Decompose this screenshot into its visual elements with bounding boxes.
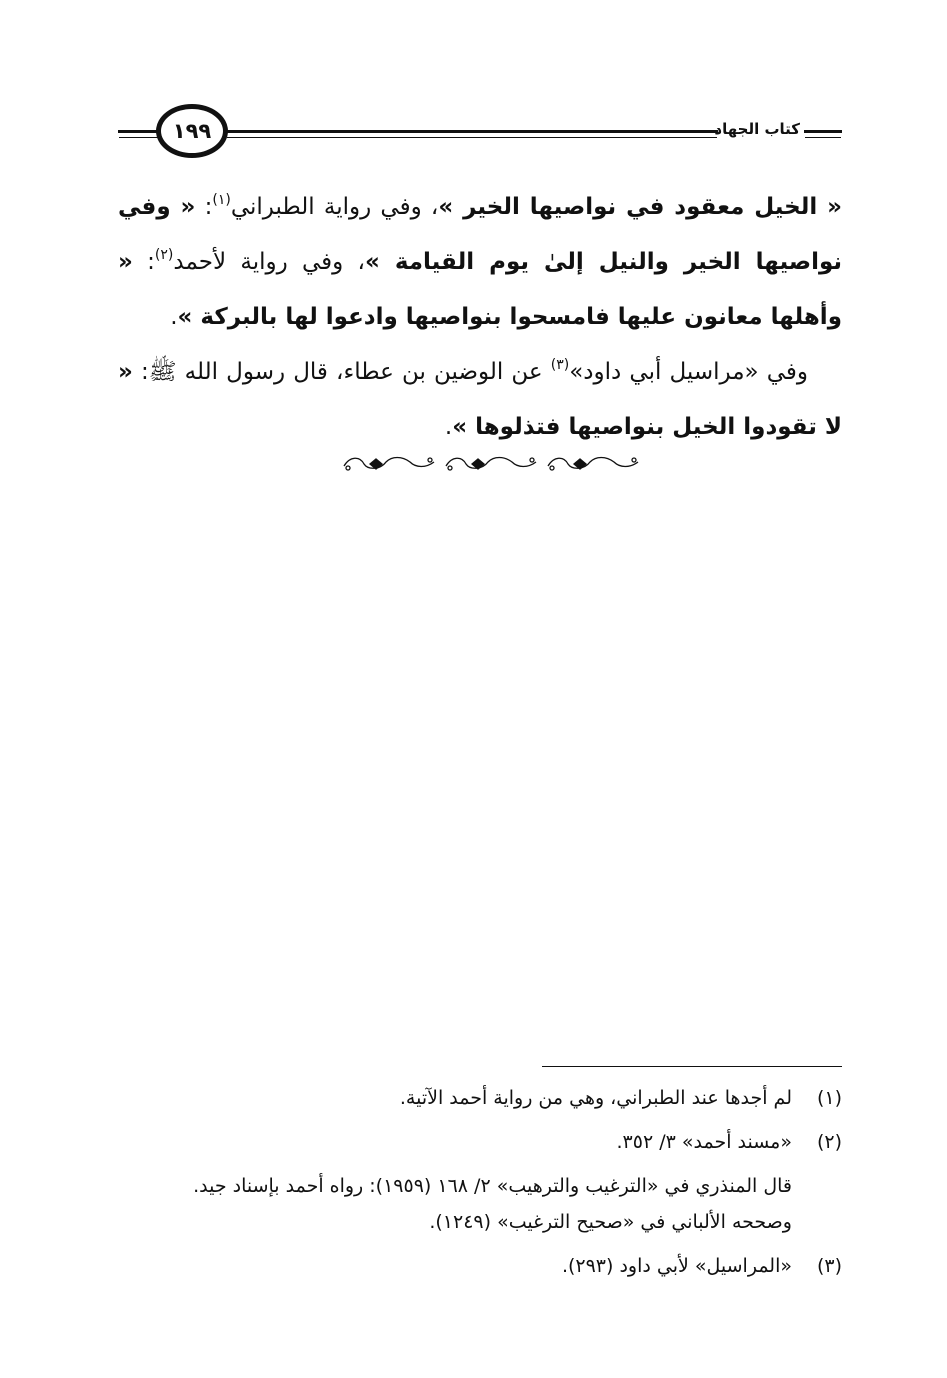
body-text: ، وفي رواية الطبراني — [230, 194, 439, 220]
footnote-text: «المراسيل» لأبي داود (٢٩٣). — [561, 1255, 792, 1277]
main-text — [118, 180, 842, 455]
page-number-badge: ١٩٩ — [156, 104, 228, 158]
footnote-text: لم أجدها عند الطبراني، وهي من رواية أحمد الآتية. — [399, 1087, 792, 1109]
paragraph-1 — [118, 180, 842, 345]
footnotes — [118, 1080, 842, 1292]
hadith-quote: « وأهلها معانون عليها فامسحوا بنواصيها وادعوا لها بالبركة » — [118, 249, 842, 330]
body-text: وفي «مراسيل أبي داود» — [569, 359, 808, 385]
page-header — [118, 104, 842, 164]
footnote-number: (١) — [816, 1087, 842, 1109]
footnote-1 — [118, 1080, 842, 1116]
footnote-2-continuation — [118, 1168, 842, 1240]
footnote-ref-1[interactable]: (١) — [212, 192, 231, 208]
hadith-quote: « لا تقودوا الخيل بنواصيها فتذلوها » — [118, 359, 842, 440]
footnote-text: «مسند أحمد» ٣/ ٣٥٢. — [616, 1131, 792, 1153]
header-rule-middle — [226, 130, 718, 133]
footnote-2 — [118, 1124, 842, 1160]
footnote-separator — [542, 1066, 842, 1067]
paragraph-2 — [118, 345, 842, 455]
body-text: ، وفي رواية لأحمد — [173, 249, 365, 275]
footnote-text: وصححه الألباني في «صحيح الترغيب» (١٢٤٩). — [429, 1211, 792, 1233]
header-rule-right — [804, 130, 842, 133]
running-head: كتاب الجهاد — [714, 120, 800, 138]
hadith-quote: « الخيل معقود في نواصيها الخير » — [438, 194, 842, 220]
footnote-ref-3[interactable]: (٣) — [550, 357, 570, 373]
colon: : — [132, 249, 155, 275]
footnote-3 — [118, 1248, 842, 1284]
header-rule-left — [118, 130, 160, 133]
floral-divider-icon — [340, 452, 640, 476]
footnote-number: (٣) — [816, 1255, 842, 1277]
footnote-ref-2[interactable]: (٢) — [154, 247, 174, 263]
period: . — [444, 414, 453, 440]
footnote-number: (٢) — [816, 1131, 842, 1153]
footnote-text: قال المنذري في «الترغيب والترهيب» ٢/ ١٦٨ (١٩٥٩): رواه أحمد بإسناد جيد. — [193, 1175, 792, 1197]
body-text: عن الوضين بن عطاء، قال رسول الله ﷺ: — [132, 359, 551, 385]
hadith-quote: « وفي نواصيها الخير والنيل إلىٰ يوم القيامة » — [118, 194, 843, 275]
period: . — [170, 304, 178, 330]
colon: : — [195, 194, 213, 220]
